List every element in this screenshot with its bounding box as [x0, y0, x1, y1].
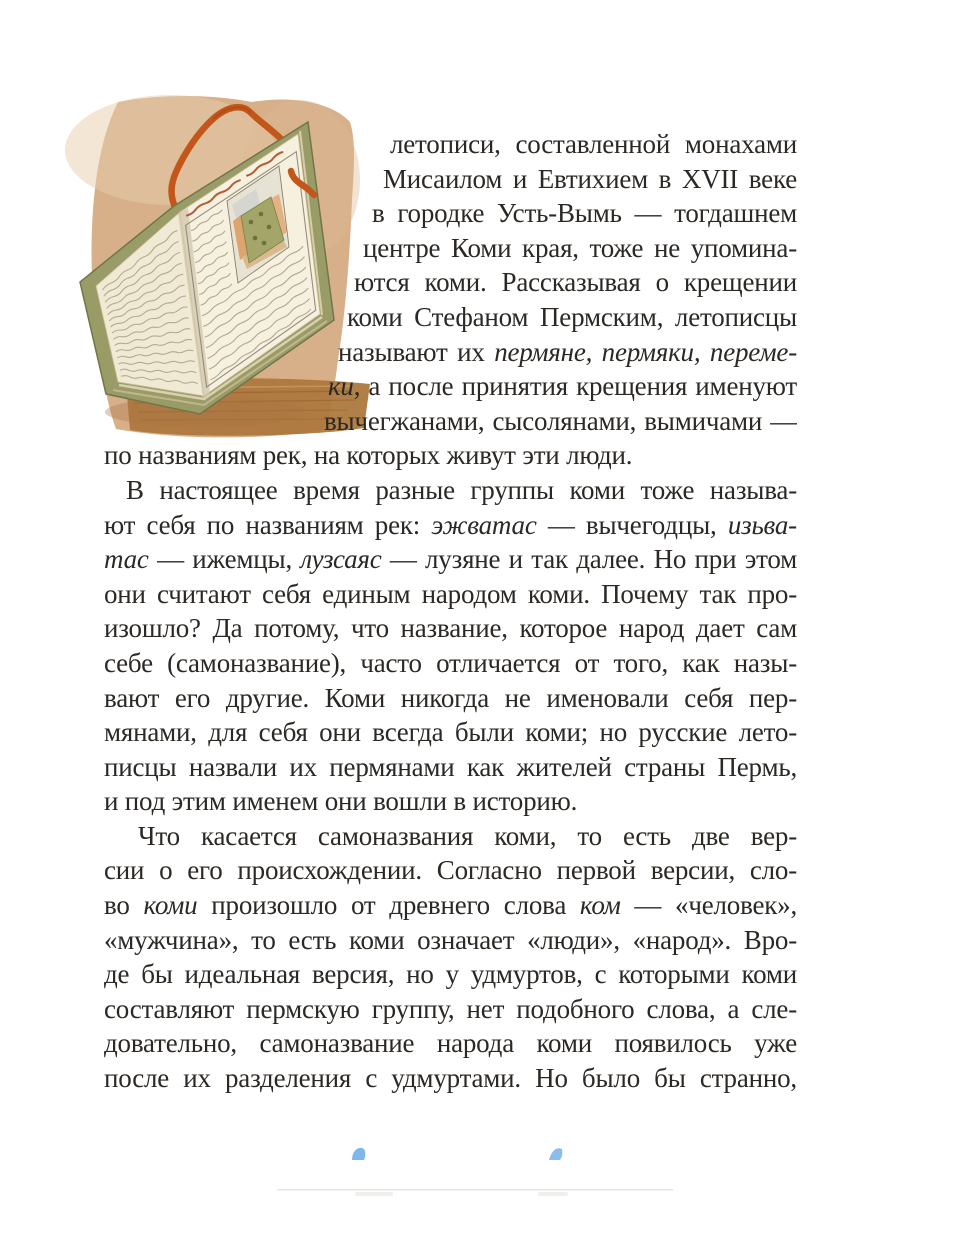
text-line: [363, 231, 797, 266]
text-run: писцы назвали их пермянами как жителей страны Пермь,: [104, 751, 797, 782]
text-run: по названиям рек, на которых живут эти люди.: [104, 440, 633, 471]
italic-text-run: пермяне, пермяки, переме-: [494, 336, 797, 367]
text-run: себе (самоназвание), часто отличается от того, как назы-: [104, 647, 797, 678]
text-run: во: [104, 890, 144, 921]
text-line: [104, 542, 797, 577]
text-line: [324, 404, 797, 439]
text-line: [347, 300, 797, 335]
wave-decoration-left: [352, 1148, 365, 1160]
italic-text-run: коми: [143, 890, 198, 921]
bottom-smudge: [355, 1192, 393, 1196]
text-run: «мужчина», то есть коми означает «люди», «народ». Вро-: [104, 924, 797, 955]
italic-text-run: ки: [328, 371, 354, 402]
text-run: летописи, составленной монахами: [390, 129, 797, 159]
italic-text-run: ком: [579, 890, 621, 921]
italic-text-run: эжватас: [431, 509, 537, 540]
text-run: — ижемцы,: [148, 544, 301, 575]
text-line: [104, 1061, 797, 1096]
text-run: они считают себя единым народом коми. Почему так про-: [104, 578, 797, 609]
text-line: [104, 715, 797, 750]
text-run: — «человек»,: [620, 890, 797, 921]
text-line: [104, 611, 797, 646]
text-line: [104, 957, 797, 992]
text-line: [104, 819, 797, 854]
text-run: Что касается самоназвания коми, то есть две вер-: [138, 820, 797, 851]
text-line: [104, 646, 797, 681]
text-line: [104, 888, 797, 923]
text-run: — вычегодцы,: [536, 509, 728, 540]
text-line: [104, 992, 797, 1027]
text-run: изошло? Да потому, что название, которое народ дает сам: [104, 613, 797, 644]
text-run: Мисаилом и Евтихием в XVII веке: [383, 163, 797, 194]
text-line: [354, 265, 797, 300]
text-run: и под этим именем они вошли в историю.: [104, 786, 578, 817]
text-run: мянами, для себя они всегда были коми; но русские лето-: [104, 717, 797, 748]
text-line: [104, 750, 797, 785]
text-line: [104, 508, 797, 543]
text-run: довательно, самоназвание народа коми появилось уже: [104, 1028, 797, 1059]
paragraph-3: [104, 819, 797, 1096]
bottom-smudge: [538, 1192, 568, 1196]
text-line: [390, 127, 797, 162]
text-run: ют себя по названиям рек:: [104, 509, 432, 540]
text-run: составляют пермскую группу, нет подобного слова, а сле-: [104, 993, 797, 1024]
text-line: [328, 369, 797, 404]
text-line: [104, 681, 797, 716]
text-line: [104, 1026, 797, 1061]
paragraph-1: [104, 127, 797, 473]
text-line: [372, 196, 797, 231]
text-run: — лузяне и так далее. Но при этом: [381, 544, 797, 575]
paragraph-2: [104, 473, 797, 819]
text-line: [383, 162, 797, 197]
text-run: коми Стефаном Пермским, летописцы: [347, 301, 797, 332]
text-run: центре Коми края, тоже не упомина-: [363, 232, 797, 263]
text-line: [104, 923, 797, 958]
italic-text-run: лузсаяс: [300, 544, 382, 575]
italic-text-run: изьва-: [727, 509, 797, 540]
body-text: [104, 127, 797, 1096]
text-run: , а после принятия крещения именуют: [353, 371, 797, 402]
text-line: [104, 853, 797, 888]
text-run: вают его другие. Коми никогда не именовали себя пер-: [104, 682, 797, 713]
text-run: де бы идеальная версия, но у удмуртов, с которыми коми: [104, 959, 797, 990]
text-run: в городке Усть-Вымь — тогдашнем: [372, 198, 797, 229]
text-run: после их разделения с удмуртами. Но было бы странно,: [104, 1063, 797, 1094]
bottom-divider: [277, 1189, 673, 1191]
text-line: [338, 335, 797, 370]
text-run: сии о его происхождении. Согласно первой версии, сло-: [104, 855, 797, 886]
text-run: произошло от древнего слова: [197, 890, 580, 921]
text-line: [104, 473, 797, 508]
text-run: называют их: [338, 336, 495, 367]
text-run: ются коми. Рассказывая о крещении: [354, 267, 797, 298]
text-line: [104, 577, 797, 612]
italic-text-run: тас: [104, 544, 149, 575]
wave-decoration-right: [549, 1148, 562, 1160]
text-run: В настоящее время разные группы коми тоже называ-: [126, 474, 797, 505]
text-run: вычегжанами, сысолянами, вымичами —: [324, 405, 797, 436]
text-line: [104, 438, 797, 473]
text-line: [104, 784, 797, 819]
